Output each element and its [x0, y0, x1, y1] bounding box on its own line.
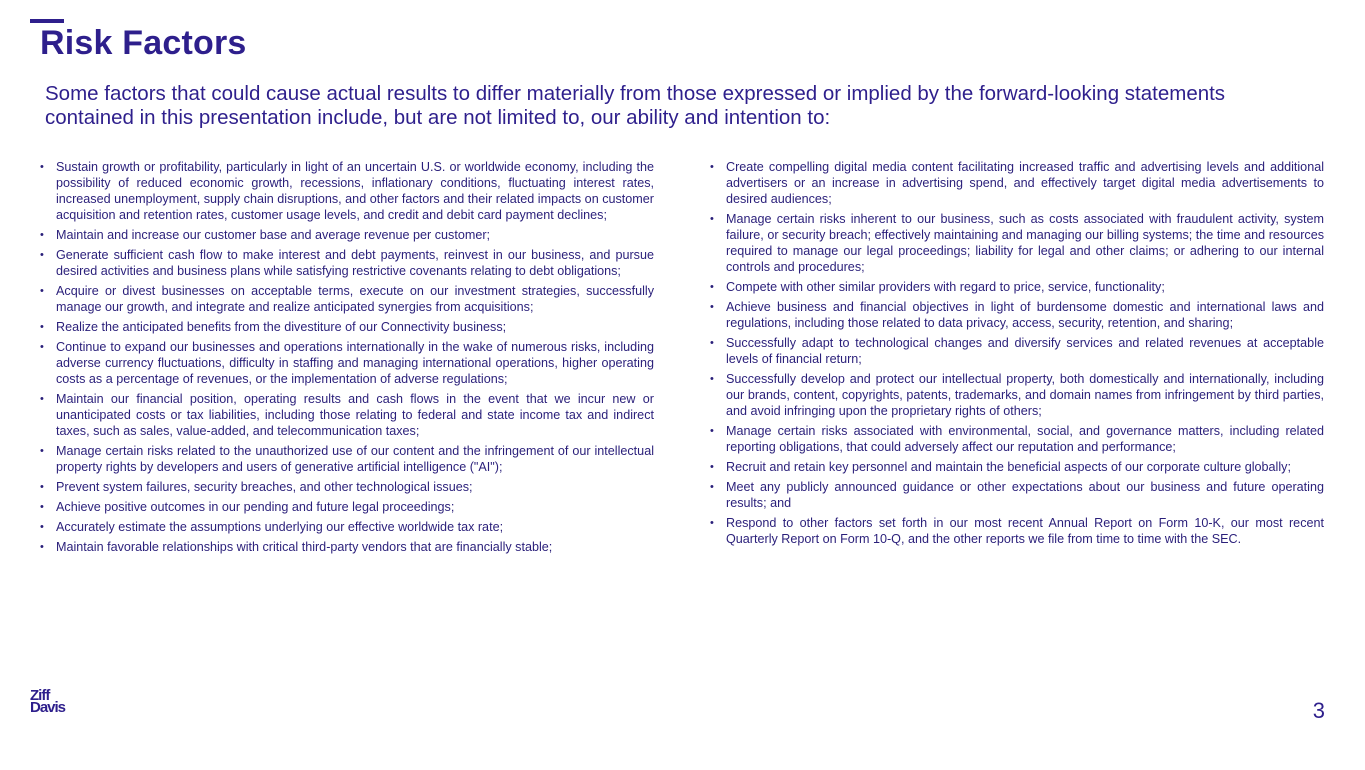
list-item-text: Sustain growth or profitability, particularly in light of an uncertain U.S. or worldwide economy, including the possibility of reduced economic growth, recessions, inflationary conditions, fluctuating interest rates, increased unemployment, supply chain disruptions, and other factors and their related impacts on customer acquisition and retention rates, customer usage levels, and credit and debit card payment declines;: [56, 160, 654, 222]
list-item-text: Meet any publicly announced guidance or other expectations about our business and future operating results; and: [726, 480, 1324, 510]
bullet-icon: •: [710, 281, 714, 293]
bullet-icon: •: [40, 285, 44, 297]
list-item: [708, 279, 1324, 295]
list-item-text: Successfully develop and protect our intellectual property, both domestically and internationally, including our brands, content, copyrights, patents, trademarks, and domain names from infringement by third parties, and avoid infringing upon the proprietary rights of others;: [726, 372, 1324, 418]
list-item-text: Maintain and increase our customer base and average revenue per customer;: [56, 228, 491, 242]
list-item: [38, 499, 654, 515]
bullet-icon: •: [40, 341, 44, 353]
bullet-icon: •: [710, 425, 714, 437]
bullet-icon: •: [710, 301, 714, 313]
risk-list-left: [38, 159, 654, 559]
bullet-icon: •: [40, 321, 44, 333]
bullet-icon: •: [710, 373, 714, 385]
list-item: [708, 459, 1324, 475]
list-item-text: Maintain our financial position, operating results and cash flows in the event that we incur new or unanticipated costs or tax liabilities, including those relating to federal and state income tax and indirect taxes, such as sales, value-added, and telecommunication taxes;: [56, 392, 654, 438]
list-item-text: Manage certain risks inherent to our business, such as costs associated with fraudulent activity, system failure, or security breach; effectively maintaining and managing our billing systems; the time and resources required to manage our legal proceedings; liability for legal and other claims; or adhering to our internal controls and procedures;: [726, 212, 1324, 274]
logo-line-1: Ziff: [30, 687, 50, 704]
list-item: [708, 211, 1324, 275]
list-item: [708, 479, 1324, 511]
list-item-text: Achieve positive outcomes in our pending and future legal proceedings;: [56, 500, 455, 514]
list-item-text: Recruit and retain key personnel and maintain the beneficial aspects of our corporate culture globally;: [726, 460, 1291, 474]
bullet-icon: •: [710, 461, 714, 473]
bullet-icon: •: [40, 249, 44, 261]
list-item-text: Manage certain risks associated with environmental, social, and governance matters, including related reporting obligations, that could adversely affect our reputation and performance;: [726, 424, 1324, 454]
list-item: [38, 227, 654, 243]
list-item: [38, 391, 654, 439]
list-item: [708, 423, 1324, 455]
slide-subtitle: Some factors that could cause actual results to differ materially from those expressed or implied by the forward-looking statements contained in this presentation include, but are not limited to, our ability and intention to:: [45, 82, 1226, 129]
bullet-icon: •: [40, 481, 44, 493]
bullet-icon: •: [710, 337, 714, 349]
list-item: [708, 371, 1324, 419]
bullet-icon: •: [710, 481, 714, 493]
list-item-text: Generate sufficient cash flow to make interest and debt payments, reinvest in our business, and pursue desired activities and business plans while satisfying restrictive covenants relating to debt obligations;: [56, 248, 654, 278]
list-item: [38, 339, 654, 387]
list-item-text: Successfully adapt to technological changes and diversify services and related revenues at acceptable levels of financial return;: [726, 336, 1324, 366]
list-item-text: Create compelling digital media content facilitating increased traffic and advertising levels and additional advertisers or an increase in advertising spend, and effectively target digital media advertisements to desired audiences;: [726, 160, 1324, 206]
list-item-text: Respond to other factors set forth in our most recent Annual Report on Form 10-K, our most recent Quarterly Report on Form 10-Q, and the other reports we file from time to time with the SEC.: [726, 516, 1324, 546]
list-item: [708, 299, 1324, 331]
list-item: [38, 443, 654, 475]
list-item: [708, 335, 1324, 367]
bullet-icon: •: [710, 161, 714, 173]
list-item-text: Compete with other similar providers with regard to price, service, functionality;: [726, 280, 1165, 294]
list-item: [38, 479, 654, 495]
list-item-text: Prevent system failures, security breaches, and other technological issues;: [56, 480, 473, 494]
risk-list-right: [708, 159, 1324, 551]
list-item: [38, 319, 654, 335]
bullet-icon: •: [40, 393, 44, 405]
logo-line-2: Davis: [30, 699, 66, 716]
bullet-icon: •: [40, 501, 44, 513]
list-item: [38, 519, 654, 535]
bullet-icon: •: [40, 541, 44, 553]
list-item-text: Realize the anticipated benefits from the divestiture of our Connectivity business;: [56, 320, 507, 334]
title-accent-bar: [30, 19, 64, 23]
slide-title: Risk Factors: [40, 24, 247, 62]
list-item: [708, 159, 1324, 207]
list-item-text: Achieve business and financial objectives in light of burdensome domestic and international laws and regulations, including those related to data privacy, access, security, retention, and sharing;: [726, 300, 1324, 330]
list-item-text: Manage certain risks related to the unauthorized use of our content and the infringement of our intellectual property rights by developers and users of generative artificial intelligence ("AI");: [56, 444, 654, 474]
list-item: [708, 515, 1324, 547]
page-number: 3: [1312, 698, 1325, 723]
list-item-text: Maintain favorable relationships with critical third-party vendors that are financially stable;: [56, 540, 553, 554]
bullet-icon: •: [40, 521, 44, 533]
bullet-icon: •: [40, 161, 44, 173]
list-item-text: Continue to expand our businesses and operations internationally in the wake of numerous risks, including adverse currency fluctuations, difficulty in staffing and managing international operations, higher operating costs as a percentage of revenues, or the implementation of adverse regulations;: [56, 340, 654, 386]
bullet-icon: •: [40, 445, 44, 457]
list-item: [38, 159, 654, 223]
bullet-icon: •: [40, 229, 44, 241]
list-item: [38, 247, 654, 279]
ziff-davis-logo: [30, 687, 80, 720]
list-item-text: Acquire or divest businesses on acceptable terms, execute on our investment strategies, successfully manage our growth, and integrate and realize anticipated synergies from acquisitions;: [56, 284, 654, 314]
bullet-icon: •: [710, 517, 714, 529]
list-item: [38, 283, 654, 315]
list-item-text: Accurately estimate the assumptions underlying our effective worldwide tax rate;: [56, 520, 504, 534]
bullet-icon: •: [710, 213, 714, 225]
list-item: [38, 539, 654, 555]
